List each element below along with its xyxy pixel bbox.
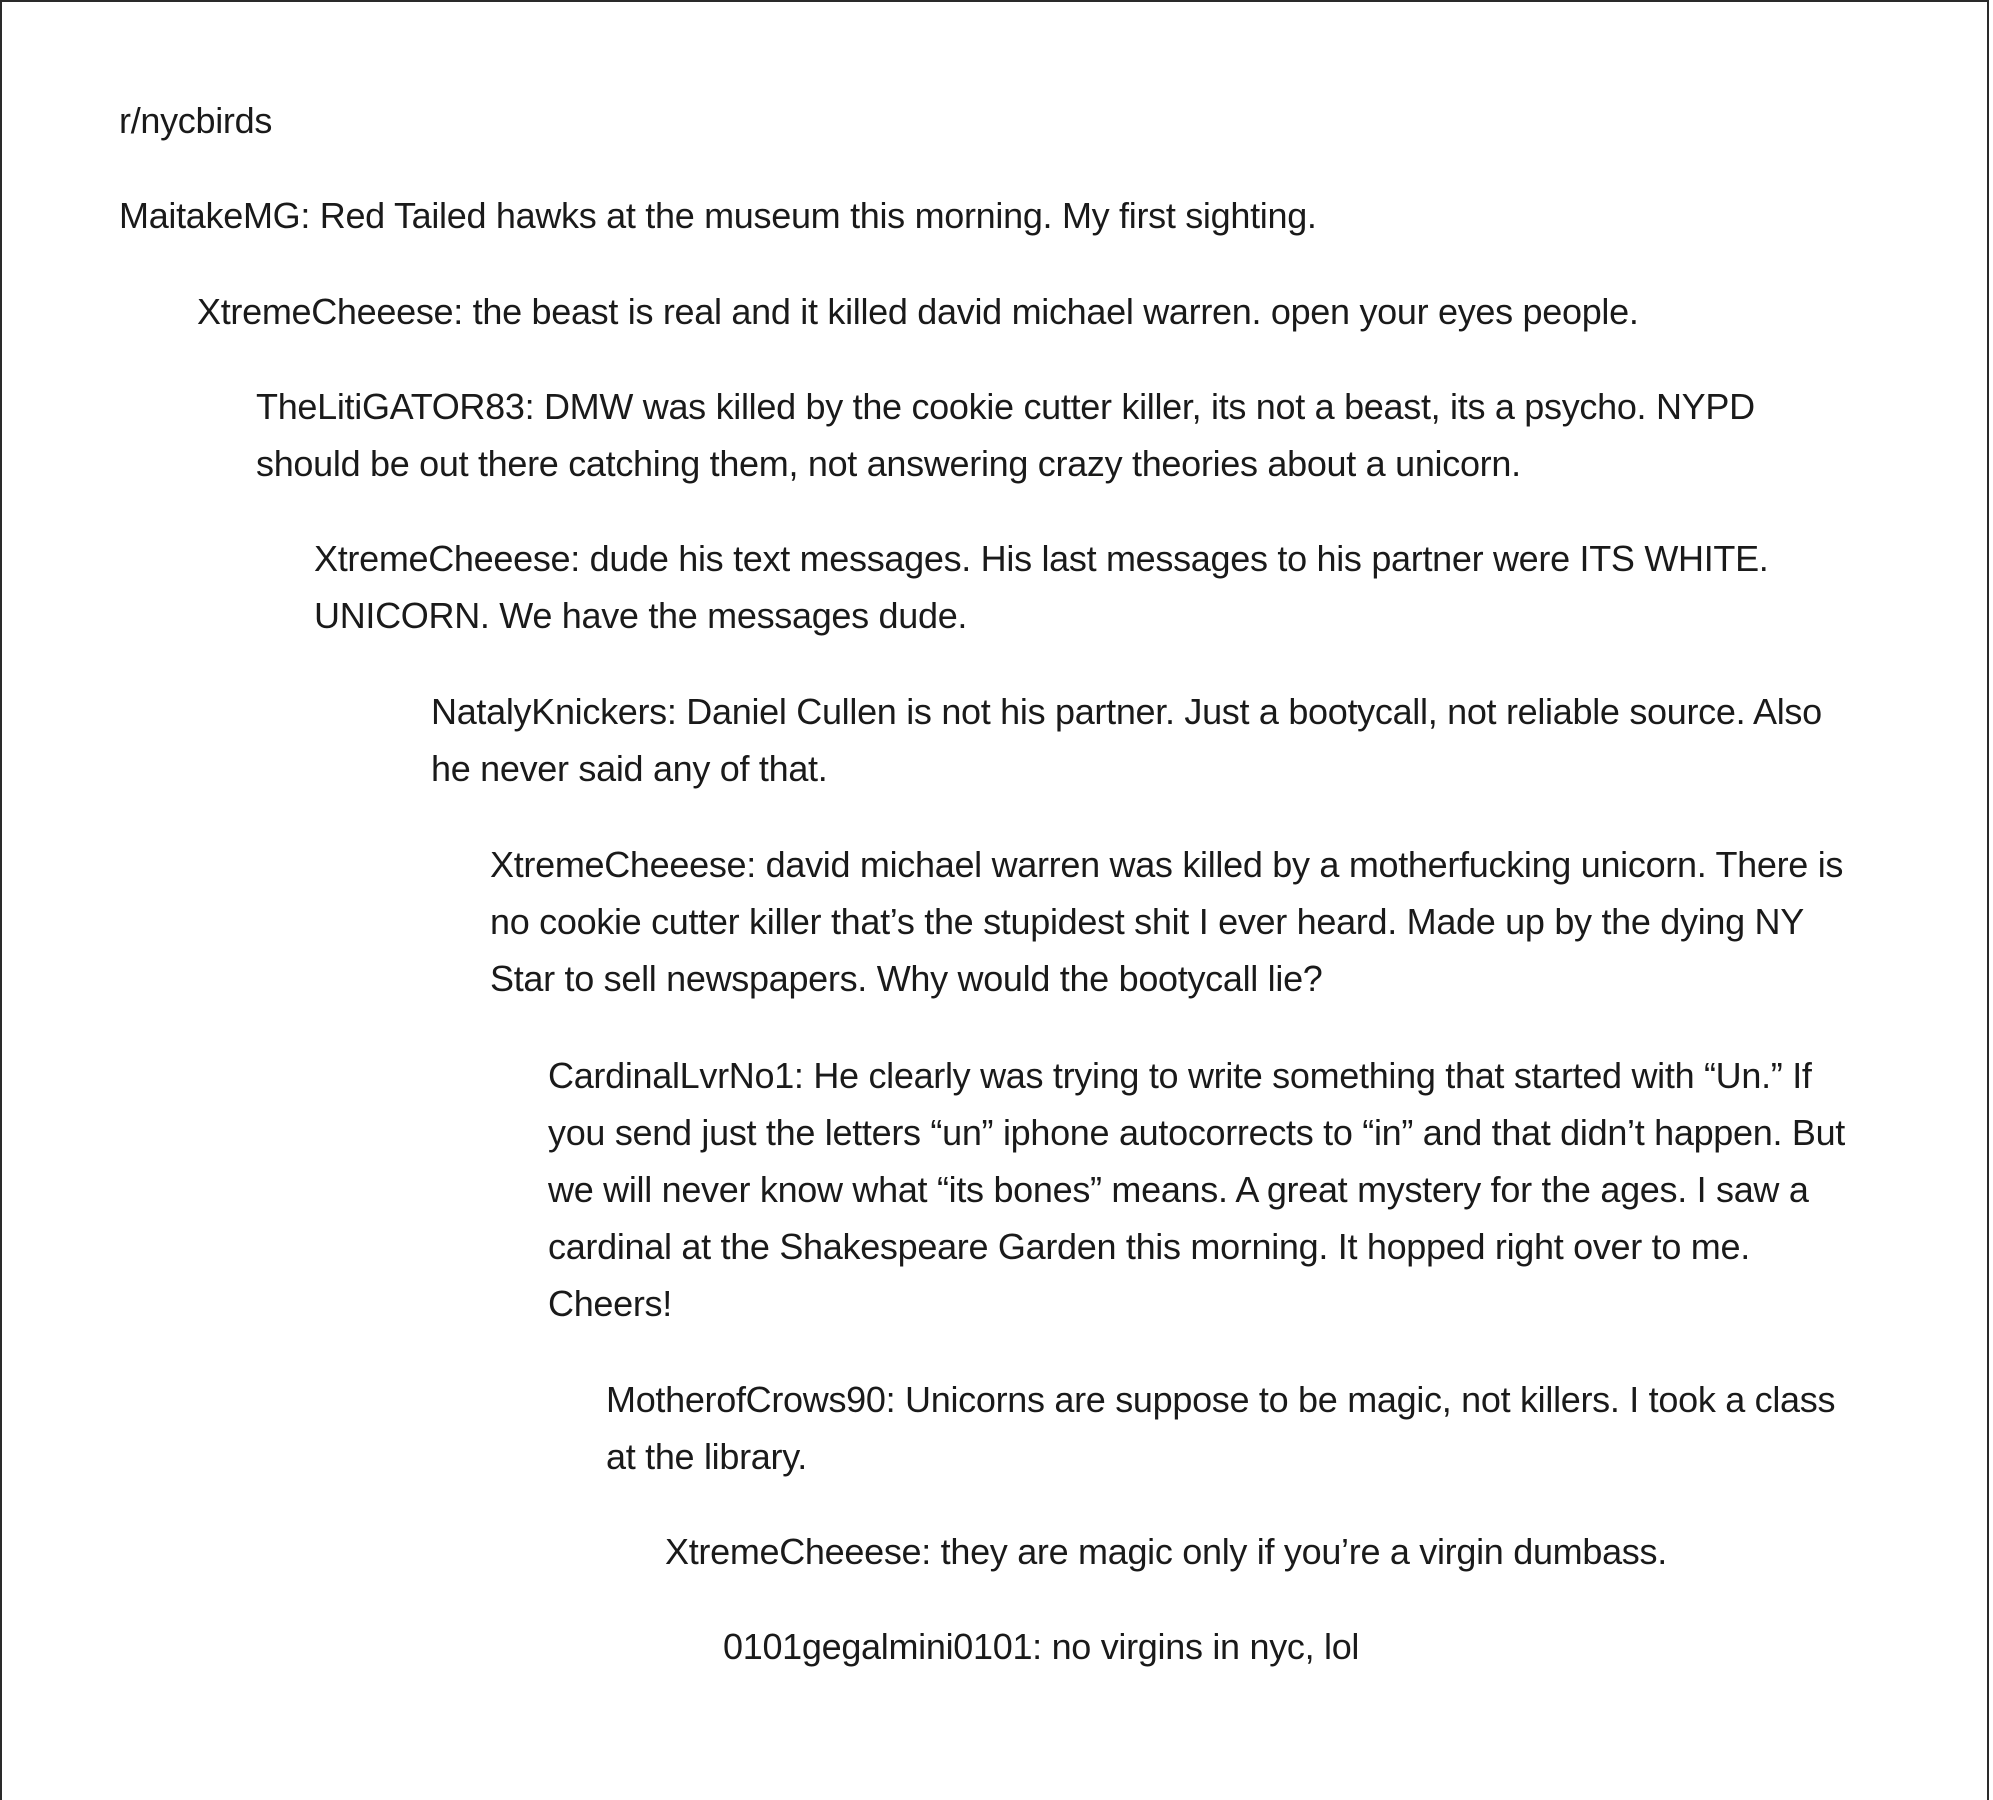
comment-text: they are magic only if you’re a virgin dumbass. [940, 1531, 1667, 1572]
comment-text: dude his text messages. His last messages to his partner were ITS WHITE. UNICORN. We have the messages dude. [314, 538, 1769, 636]
comment: CardinalLvrNo1: He clearly was trying to write something that started with “Un.” If you send just the letters “un” iphone autocorrects to “in” and that didn’t happen. But we will never know what “its bones” means. A great mystery for the ages. I saw a cardinal at the Shakespeare Garden this morning. It hopped right over to me. Cheers! [548, 1055, 1846, 1324]
comment-text: no virgins in nyc, lol [1051, 1626, 1360, 1667]
comment-author: NatalyKnickers [431, 691, 667, 732]
comment-author: XtremeCheeese [197, 291, 454, 332]
comment-author: 0101gegalmini0101 [723, 1626, 1033, 1667]
comment-text: Daniel Cullen is not his partner. Just a bootycall, not reliable source. Also he never said any of that. [431, 691, 1822, 789]
comment-text: the beast is real and it killed david michael warren. open your eyes people. [472, 291, 1639, 332]
comment-author: MaitakeMG [119, 195, 301, 236]
comment: XtremeCheeese: they are magic only if you’re a virgin dumbass. [665, 1531, 1667, 1572]
comment-text: DMW was killed by the cookie cutter killer, its not a beast, its a psycho. NYPD should be out there catching them, not answering crazy theories about a unicorn. [256, 386, 1755, 484]
comment: MotherofCrows90: Unicorns are suppose to be magic, not killers. I took a class at the library. [606, 1379, 1836, 1477]
comment: MaitakeMG: Red Tailed hawks at the museum this morning. My first sighting. [119, 195, 1317, 236]
comment-text: Unicorns are suppose to be magic, not killers. I took a class at the library. [606, 1379, 1836, 1477]
comment-author: MotherofCrows90 [606, 1379, 886, 1420]
comment: 0101gegalmini0101: no virgins in nyc, lol [723, 1626, 1360, 1667]
comment: XtremeCheeese: dude his text messages. His last messages to his partner were ITS WHITE. UNICORN. We have the messages dude. [314, 538, 1769, 636]
comment-author: CardinalLvrNo1 [548, 1055, 794, 1096]
comment: NatalyKnickers: Daniel Cullen is not his partner. Just a bootycall, not reliable source. Also he never said any of that. [431, 691, 1822, 789]
comment-text: He clearly was trying to write something that started with “Un.” If you send just the letters “un” iphone autocorrects to “in” and that didn’t happen. But we will never know what “its bones” means. A great mystery for the ages. I saw a cardinal at the Shakespeare Garden this morning. It hopped right over to me. Cheers! [548, 1055, 1846, 1324]
comment-author: XtremeCheeese [490, 844, 747, 885]
comment-author: XtremeCheeese [665, 1531, 922, 1572]
comment-text: david michael warren was killed by a motherfucking unicorn. There is no cookie cutter killer that’s the stupidest shit I ever heard. Made up by the dying NY Star to sell newspapers. Why would the bootycall lie? [490, 844, 1844, 999]
comment: XtremeCheeese: the beast is real and it killed david michael warren. open your eyes people. [197, 291, 1639, 332]
subreddit-title: r/nycbirds [119, 100, 273, 141]
comment-author: XtremeCheeese [314, 538, 571, 579]
comment-author: TheLitiGATOR83 [256, 386, 525, 427]
comment: TheLitiGATOR83: DMW was killed by the cookie cutter killer, its not a beast, its a psycho. NYPD should be out there catching them, not answering crazy theories about a unicorn. [256, 386, 1755, 484]
comment-text: Red Tailed hawks at the museum this morning. My first sighting. [319, 195, 1317, 236]
comment: XtremeCheeese: david michael warren was killed by a motherfucking unicorn. There is no cookie cutter killer that’s the stupidest shit I ever heard. Made up by the dying NY Star to sell newspapers. Why would the bootycall lie? [490, 844, 1844, 999]
